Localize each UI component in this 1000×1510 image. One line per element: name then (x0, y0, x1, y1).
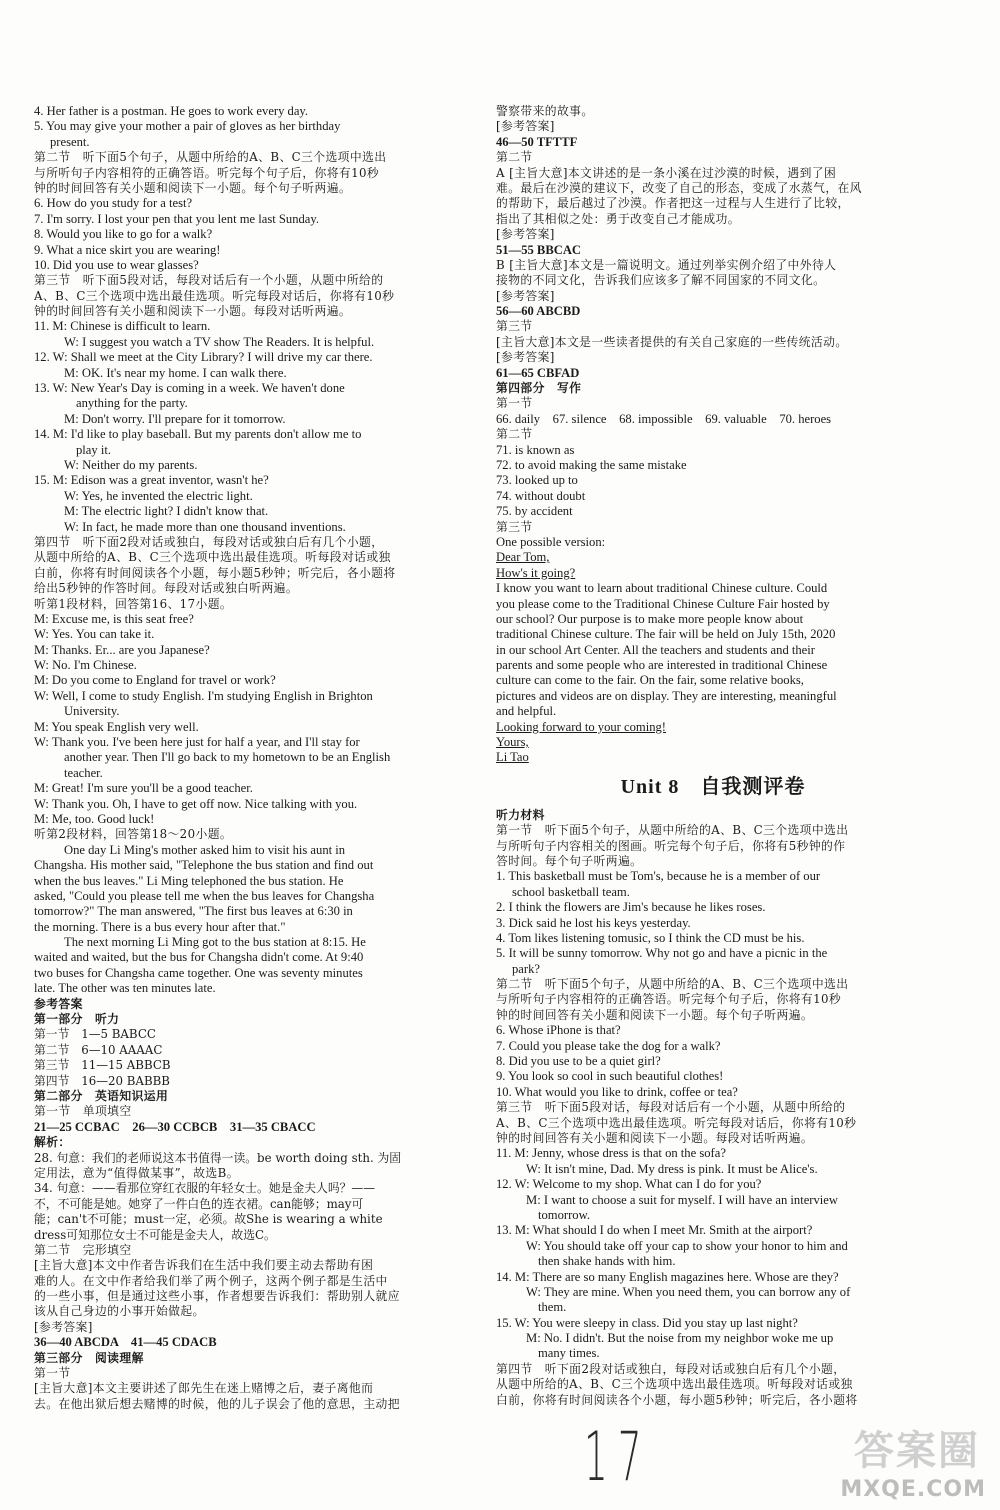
left-column-line: 4. Her father is a postman. He goes to work every day. (34, 104, 309, 118)
left-column-line: W: Well, I come to study English. I'm studying English in Brighton (34, 688, 373, 703)
left-column-line: 解析： (34, 1135, 71, 1150)
left-column-line: tomorrow?" The man answered, "The first bus leaves at 6:30 in (34, 904, 353, 919)
right-column (496, 104, 930, 1408)
left-column-line: 6. How do you study for a test? (34, 196, 193, 211)
right-column-line: 61—65 CBFAD (496, 365, 580, 380)
left-column-line: M: Don't worry. I'll prepare for it tomorrow. (64, 411, 286, 426)
right-column-line: 第二节 (496, 427, 533, 442)
left-column-line: 36—40 ABCDA 41—45 CDACB (34, 1335, 217, 1350)
right-column-line: pictures and videos are on display. They are interesting, meaningful (496, 688, 837, 703)
left-column-line: [主旨大意]本文中作者告诉我们在生活中我们要主动去帮助有困 (34, 1258, 374, 1273)
right-column-line: [参考答案] (496, 350, 555, 365)
left-column-line: 不，不可能是她。她穿了一件白色的连衣裙。can能够；may可 (34, 1196, 364, 1211)
right-column-line: you please come to the Traditional Chinese Culture Fair hosted by (496, 596, 830, 611)
right-column-line: 第四节 听下面2段对话或独白，每段对话或独白后有几个小题， (496, 1361, 846, 1376)
left-column-line: anything for the party. (76, 396, 188, 411)
left-column-line: 第二部分 英语知识运用 (34, 1089, 169, 1103)
right-column-line: 的帮助下，最后越过了沙漠。作者把这一过程与人生进行了比较， (496, 196, 850, 211)
left-column-line: 听第2段材料，回答第18～20小题。 (34, 827, 233, 842)
right-column-line: 第二节 (496, 150, 533, 165)
left-column-line: waited and waited, but the bus for Changsha didn't come. At 9:40 (34, 950, 364, 965)
left-column-line: M: Do you come to England for travel or work? (34, 673, 276, 688)
right-column-line: Dear Tom, (496, 550, 550, 565)
left-column-line: 第一节 1—5 BABCC (34, 1027, 156, 1042)
left-column-line: 21—25 CCBAC 26—30 CCBCB 31—35 CBACC (34, 1119, 316, 1134)
left-column-line: W: I suggest you watch a TV show The Readers. It is helpful. (64, 334, 375, 349)
right-column-line: 66. daily 67. silence 68. impossible 69. valuable 70. heroes (496, 411, 832, 426)
left-column-line: dress可知那位女士不可能是金夫人，故选C。 (34, 1227, 276, 1242)
left-column-line: 从题中所给的A、B、C三个选项中选出最佳选项。听每段对话或独 (34, 550, 391, 565)
right-column-line: 难。最后在沙漠的建议下，改变了自己的形态，变成了水蒸气，在风 (496, 180, 862, 195)
right-column-line: school basketball team. (512, 884, 630, 899)
right-column-line: and helpful. (496, 704, 557, 719)
left-column-line: 10. Did you use to wear glasses? (34, 257, 199, 272)
left-column-line: M: Great! I'm sure you'll be a good teacher. (34, 781, 253, 796)
right-column-line: 第二节 听下面5个句子，从题中所给的A、B、C三个选项中选出 (496, 977, 849, 992)
left-column-line: teacher. (64, 765, 103, 780)
left-column-line: 第二节 完形填空 (34, 1242, 132, 1257)
left-column-line: W: Yes. You can take it. (34, 627, 155, 642)
left-column-line: W: Yes, he invented the electric light. (64, 488, 253, 503)
left-column-line: 的一些小事，但是通过这些小事，作者想要告诉我们：帮助别人就应 (34, 1289, 400, 1304)
right-column-line: A、B、C三个选项中选出最佳选项。听完每段对话后，你将有10秒 (496, 1115, 857, 1130)
left-column-line: Changsha. His mother said, "Telephone the bus station and find out (34, 858, 374, 873)
right-column-line: 从题中所给的A、B、C三个选项中选出最佳选项。听每段对话或独 (496, 1377, 853, 1392)
left-column-line: 28. 句意：我们的老师说这本书值得一读。be worth doing sth. 为固 (34, 1150, 402, 1165)
left-column-line: 第三部分 阅读理解 (34, 1350, 144, 1365)
left-column-line: late. The other was ten minutes late. (34, 981, 216, 996)
right-column-line: 8. Did you use to be a quiet girl? (496, 1054, 661, 1069)
left-column-line: 第二节 听下面5个句子，从题中所给的A、B、C三个选项中选出 (34, 150, 387, 165)
right-column-line: 5. It will be sunny tomorrow. Why not go and have a picnic in the (496, 946, 828, 961)
left-column-line: 钟的时间回答有关小题和阅读下一小题。每个句子听两遍。 (34, 180, 352, 195)
left-column-line: A、B、C三个选项中选出最佳选项。听完每段对话后，你将有10秒 (34, 288, 395, 303)
right-column-line: [参考答案] (496, 288, 555, 303)
left-column-line: 定用法，意为“值得做某事”，故选B。 (34, 1165, 239, 1180)
right-column-line: M: I want to choose a suit for myself. I will have an interview (526, 1192, 838, 1207)
left-column-line: 白前，你将有时间阅读各个小题，每小题5秒钟；听完后，各小题将 (34, 565, 396, 580)
left-column-line: another year. Then I'll go back to my hometown to be an English (64, 750, 391, 765)
left-column-line: W: No. I'm Chinese. (34, 658, 137, 673)
right-column-line: 4. Tom likes listening tomusic, so I think the CD must be his. (496, 930, 805, 945)
left-column-line: W: Thank you. Oh, I have to get off now. Nice talking with you. (34, 796, 358, 811)
left-column-line: W: Thank you. I've been here just for half a year, and I'll stay for (34, 735, 360, 750)
right-column-line: our school? Our purpose is to make more people know about (496, 611, 804, 626)
left-column-line: 该从自己身边的小事开始做起。 (34, 1304, 205, 1319)
right-column-line: 71. is known as (496, 442, 575, 457)
left-column-line: M: Excuse me, is this seat free? (34, 611, 194, 626)
right-column-line: How's it going? (496, 565, 576, 580)
right-column-line: then shake hands with him. (538, 1254, 676, 1269)
right-column-line: 听力材料 (496, 807, 545, 822)
right-column-line: M: No. I didn't. But the noise from my neighbor woke me up (526, 1331, 834, 1346)
left-column-line: 14. M: I'd like to play baseball. But my parents don't allow me to (34, 427, 362, 442)
right-column-line: them. (538, 1300, 567, 1315)
right-column-line: 46—50 TFTTF (496, 134, 578, 149)
left-column-line: 难的人。在文中作者给我们举了两个例子，这两个例子都是生活中 (34, 1273, 388, 1288)
right-column-line: 钟的时间回答有关小题和阅读下一小题。每段对话听两遍。 (496, 1131, 814, 1145)
right-column-line: 第三节 (496, 519, 533, 534)
left-column-line: 给出5秒钟的作答时间。每段对话或独白听两遍。 (34, 581, 299, 596)
right-column-line: W: It isn't mine, Dad. My dress is pink. It must be Alice's. (526, 1161, 818, 1176)
left-column-line: 参考答案 (34, 996, 83, 1011)
left-column-line: 第一部分 听力 (34, 1012, 120, 1027)
right-column-line: 1. This basketball must be Tom's, because he is a member of our (496, 869, 821, 884)
right-column-line: tomorrow. (538, 1207, 590, 1222)
right-column-line: A [主旨大意]本文讲述的是一条小溪在过沙漠的时候，遇到了困 (496, 165, 837, 180)
right-column-line: 75. by accident (496, 504, 573, 519)
watermark-url: MXQE.COM (840, 1477, 986, 1502)
left-column-line: 钟的时间回答有关小题和阅读下一小题。每段对话听两遍。 (34, 304, 352, 319)
left-column-line: 15. M: Edison was a great inventor, wasn't he? (34, 473, 269, 488)
right-column-line: 51—55 BBCAC (496, 242, 582, 257)
right-column-line: I know you want to learn about traditional Chinese culture. Could (496, 581, 828, 596)
right-column-line: 指出了其相似之处：勇于改变自己才能成功。 (496, 211, 740, 226)
left-column (34, 104, 482, 1412)
right-column-line: 钟的时间回答有关小题和阅读下一小题。每个句子听两遍。 (496, 1007, 814, 1022)
left-column-line: One day Li Ming's mother asked him to visit his aunt in (64, 842, 346, 857)
right-column-line: 11. M: Jenny, whose dress is that on the sofa? (496, 1146, 726, 1161)
right-column-line: B [主旨大意]本文是一篇说明文。通过列举实例介绍了中外待人 (496, 257, 837, 272)
left-column-line: 12. W: Shall we meet at the City Library? I will drive my car there. (34, 350, 373, 365)
left-column-line: two buses for Changsha came together. One was seventy minutes (34, 965, 363, 980)
left-column-line: 第二节 6—10 AAAAC (34, 1042, 163, 1057)
left-column-line: the morning. There is a bus every hour after that." (34, 919, 286, 934)
right-column-line: park? (512, 961, 540, 976)
left-column-line: 第一节 (34, 1366, 71, 1381)
right-column-line: 3. Dick said he lost his keys yesterday. (496, 915, 691, 930)
left-column-line: M: OK. It's near my home. I can walk there. (64, 365, 287, 380)
unit-title: Unit 8 自我测评卷 (620, 775, 806, 798)
right-column-line: 与所听句子内容相关的图画。听完每个句子后，你将有5秒钟的作 (496, 838, 846, 853)
right-column-line: traditional Chinese culture. The fair will be held on July 15th, 2020 (496, 627, 836, 642)
left-column-line: 能；can't不可能；must一定，必须。故She is wearing a white (34, 1212, 383, 1227)
right-column-line: 13. M: What should I do when I meet Mr. Smith at the airport? (496, 1223, 813, 1238)
left-column-line: when the bus leaves." Li Ming telephoned the bus station. He (34, 873, 344, 888)
left-column-line: 8. Would you like to go for a walk? (34, 227, 213, 242)
right-column-line: Looking forward to your coming! (496, 719, 666, 734)
watermark-logo (824, 1424, 994, 1506)
left-column-line: [参考答案] (34, 1319, 93, 1334)
right-column-line: 15. W: You were sleepy in class. Did you stay up last night? (496, 1315, 798, 1330)
right-column-line: One possible version: (496, 534, 606, 549)
left-column-line: 5. You may give your mother a pair of gloves as her birthday (34, 119, 341, 134)
left-column-line: M: Thanks. Er... are you Japanese? (34, 642, 210, 657)
left-column-line: 第四节 听下面2段对话或独白，每段对话或独白后有几个小题， (34, 534, 384, 549)
right-column-line: Yours, (496, 735, 529, 750)
left-column-line: 第三节 11—15 ABBCB (34, 1058, 171, 1073)
left-column-line: 听第1段材料，回答第16、17小题。 (34, 596, 233, 611)
right-column-line: 9. You look so cool in such beautiful clothes! (496, 1069, 724, 1084)
right-column-line: 白前，你将有时间阅读各个小题，每小题5秒钟；听完后，各小题将 (496, 1392, 858, 1407)
page-number: 17 (584, 1418, 652, 1497)
right-column-line: many times. (538, 1346, 600, 1361)
right-column-line: 与所听句子内容相符的正确答语。听完每个句子后，你将有10秒 (496, 992, 842, 1007)
left-column-line: The next morning Li Ming got to the bus station at 8:15. He (64, 935, 366, 950)
right-column-line: [参考答案] (496, 119, 555, 134)
right-column-line: 第三节 听下面5段对话，每段对话后有一个小题，从题中所给的 (496, 1100, 846, 1115)
left-column-line: M: The electric light? I didn't know that. (64, 504, 269, 519)
right-column-line: 12. W: Welcome to my shop. What can I do for you? (496, 1177, 762, 1192)
right-column-line: 10. What would you like to drink, coffee or tea? (496, 1084, 738, 1099)
right-column-line: 72. to avoid making the same mistake (496, 457, 687, 472)
right-column-line: 答时间。每个句子听两遍。 (496, 853, 643, 868)
left-column-line: present. (50, 134, 90, 149)
left-column-line: University. (64, 704, 120, 719)
left-column-line: 第三节 听下面5段对话，每段对话后有一个小题，从题中所给的 (34, 273, 384, 288)
left-column-line: 13. W: New Year's Day is coming in a week. We haven't done (34, 381, 345, 396)
right-column-line: 警察带来的故事。 (496, 104, 594, 118)
right-column-line: [主旨大意]本文是一些读者提供的有关自己家庭的一些传统活动。 (496, 334, 848, 349)
left-column-line: M: Me, too. Good luck! (34, 811, 155, 826)
left-column-line: [主旨大意]本文主要讲述了郎先生在迷上赌博之后，妻子离他而 (34, 1381, 374, 1396)
right-column-line: in our school Art Center. All the teachers and students and their (496, 642, 815, 657)
right-column-line: culture can come to the fair. On the fair, some relative books, (496, 673, 804, 688)
left-column-line: 与所听句子内容相符的正确答语。听完每个句子后，你将有10秒 (34, 165, 380, 180)
right-column-line: 14. M: There are so many English magazines here. Whose are they? (496, 1269, 839, 1284)
left-column-line: 去。在他出狱后想去赌博的时候，他的儿子误会了他的意思，主动把 (34, 1396, 400, 1411)
left-column-line: 34. 句意：——看那位穿红衣服的年轻女士。她是金夫人吗？—— (34, 1181, 376, 1196)
right-column-line: parents and some people who are interested in traditional Chinese (496, 658, 828, 673)
right-column-line: 56—60 ABCBD (496, 304, 581, 319)
right-column-line: 73. looked up to (496, 473, 578, 488)
left-column-line: 11. M: Chinese is difficult to learn. (34, 319, 211, 334)
right-column-line: [参考答案] (496, 227, 555, 242)
left-column-line: 第四节 16—20 BABBB (34, 1073, 170, 1088)
left-column-line: W: Neither do my parents. (64, 457, 198, 472)
right-column-line: 第一节 (496, 396, 533, 411)
right-column-line: 第三节 (496, 319, 533, 334)
right-column-line: 第一节 听下面5个句子，从题中所给的A、B、C三个选项中选出 (496, 823, 849, 838)
right-column-line: Li Tao (496, 750, 529, 765)
right-column-line: W: You should take off your cap to show your honor to him and (526, 1238, 848, 1253)
watermark-mark: 答案圈 (854, 1428, 980, 1474)
right-column-line: W: They are mine. When you need them, you can borrow any of (526, 1284, 851, 1299)
right-column-line: 74. without doubt (496, 488, 586, 503)
left-column-line: M: You speak English very well. (34, 719, 199, 734)
left-column-line: 9. What a nice skirt you are wearing! (34, 242, 221, 257)
left-column-line: 7. I'm sorry. I lost your pen that you lent me last Sunday. (34, 211, 320, 226)
left-column-line: 第一节 单项填空 (34, 1104, 132, 1119)
right-column-line: 7. Could you please take the dog for a walk? (496, 1038, 721, 1053)
right-column-line: 接物的不同文化，告诉我们应该多了解不同国家的不同文化。 (496, 273, 826, 288)
left-column-line: W: In fact, he made more than one thousand inventions. (64, 519, 346, 534)
left-column-line: play it. (76, 442, 111, 457)
right-column-line: 第四部分 写作 (496, 381, 582, 396)
right-column-line: 6. Whose iPhone is that? (496, 1023, 621, 1038)
right-column-line: 2. I think the flowers are Jim's because he likes roses. (496, 900, 766, 915)
left-column-line: asked, "Could you please tell me when the bus leaves for Changsha (34, 888, 375, 903)
